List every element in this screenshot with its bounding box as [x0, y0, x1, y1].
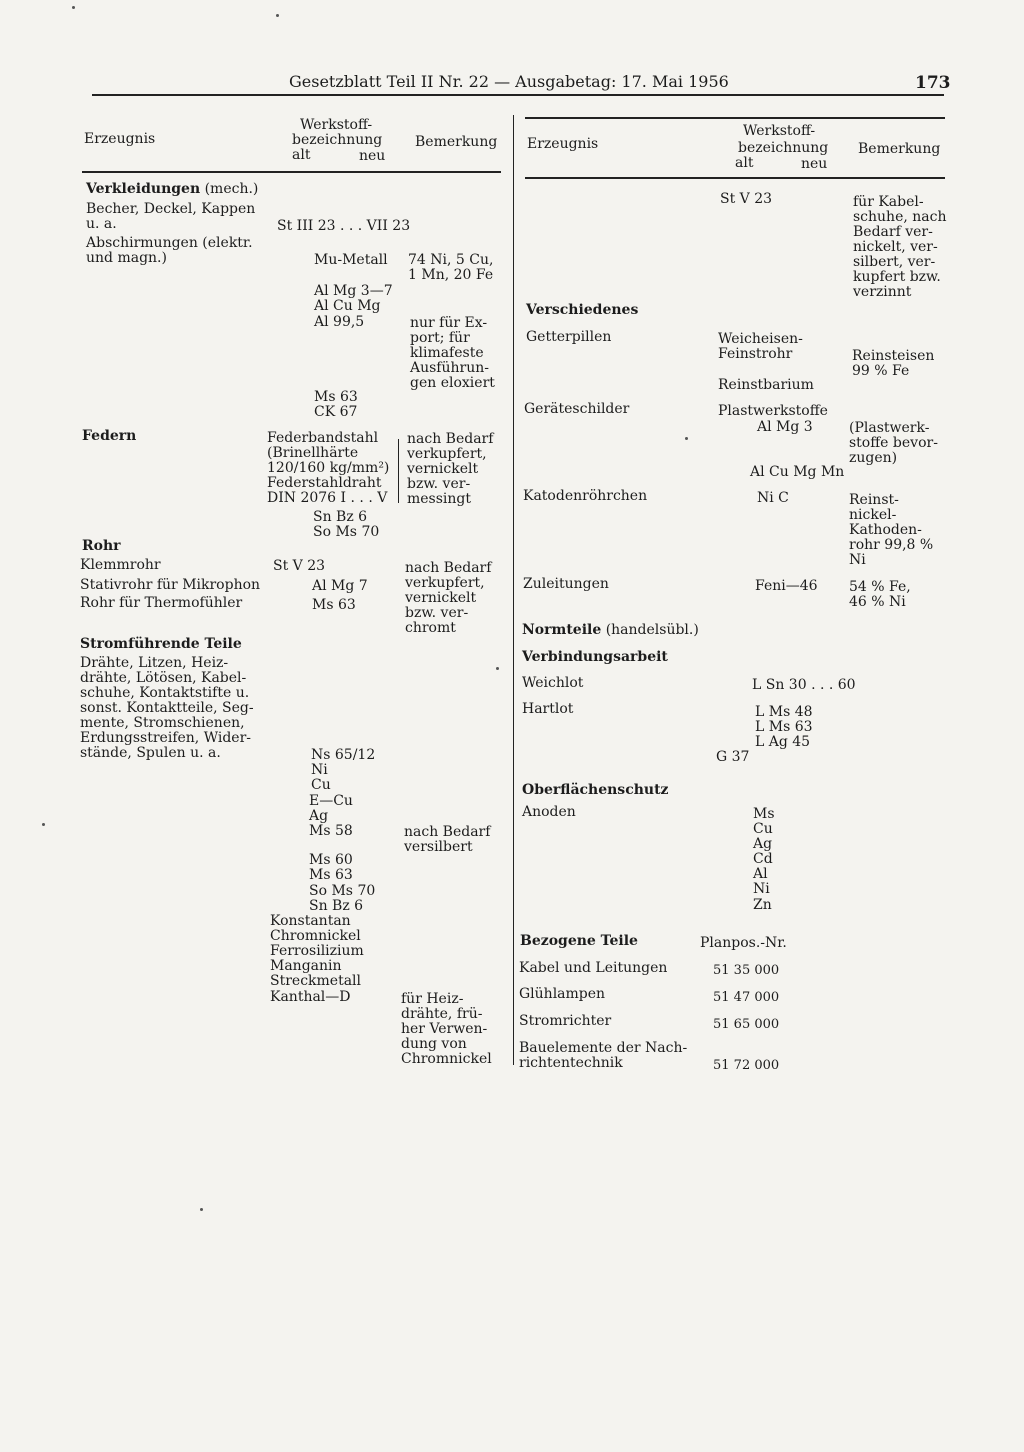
remark-export-4: gen eloxiert: [410, 375, 495, 391]
scan-speck: [42, 823, 45, 826]
feni-note-1: 46 % Ni: [849, 594, 906, 610]
bezogen-row-2-num: 51 65 000: [713, 1017, 780, 1032]
strom-neu-5: Ms 58: [309, 823, 353, 839]
anoden-neu-4: Al: [753, 866, 768, 882]
right-col-header-material-2: bezeichnung: [738, 140, 829, 156]
product-geraeteschilder: Geräteschilder: [524, 401, 630, 417]
material-reinstbarium: Reinstbarium: [718, 377, 814, 393]
scan-speck: [200, 1208, 203, 1211]
strom-neu2-2: So Ms 70: [309, 883, 376, 899]
strom-desc-2: schuhe, Kontaktstifte u.: [80, 685, 250, 701]
strom-desc-1: drähte, Lötösen, Kabel-: [80, 670, 247, 686]
strom-alt-3: Manganin: [270, 958, 342, 974]
strom-alt-2: Ferrosilizium: [270, 943, 364, 959]
feni-note-0: 54 % Fe,: [849, 579, 911, 595]
rohr-note-4: chromt: [405, 620, 456, 636]
column-divider: [513, 115, 514, 1065]
kabel-note-0: für Kabel-: [853, 194, 924, 210]
bauelemente-num: 51 72 000: [713, 1058, 780, 1073]
rohr-note-1: verkupfert,: [405, 575, 485, 591]
plast-note-2: zugen): [849, 450, 898, 466]
anoden-neu-3: Cd: [753, 851, 773, 867]
federn-note-2: vernickelt: [407, 461, 479, 477]
rohr-note-0: nach Bedarf: [405, 560, 492, 576]
left-col-header-remark: Bemerkung: [415, 134, 498, 150]
right-col-header-neu: neu: [801, 156, 828, 172]
strom-note2-3: dung von: [401, 1036, 467, 1052]
rohr-material-ms63: Ms 63: [312, 597, 356, 613]
federn-note-0: nach Bedarf: [407, 431, 494, 447]
federn-material-3: Federstahldraht: [267, 475, 382, 491]
anoden-neu-2: Ag: [753, 836, 773, 852]
section-verkleidungen-title: Verkleidungen: [86, 181, 201, 197]
material-weicheisen-0: Weicheisen-: [718, 331, 803, 347]
scan-speck: [685, 437, 688, 440]
left-col-header-product: Erzeugnis: [84, 131, 156, 147]
section-bezogene-teile: Bezogene Teile: [520, 933, 638, 949]
kabel-note-5: kupfert bzw.: [853, 269, 941, 285]
product-getterpillen: Getterpillen: [526, 329, 612, 345]
anoden-neu-1: Cu: [753, 821, 773, 837]
right-col-header-product: Erzeugnis: [527, 136, 599, 152]
federn-note-3: bzw. ver-: [407, 476, 471, 492]
federn-material-2: 120/160 kg/mm²): [267, 460, 390, 476]
section-verschiedenes: Verschiedenes: [526, 302, 639, 318]
bezogen-row-1-label: Glühlampen: [519, 986, 606, 1002]
bezogen-row-0-num: 51 35 000: [713, 963, 780, 978]
bauelemente-label-2: richtentechnik: [519, 1055, 623, 1071]
hartlot-neu-2: L Ag 45: [755, 734, 811, 750]
material-st-iii: St III 23 . . . VII 23: [277, 218, 411, 234]
strom-alt-5: Kanthal—D: [270, 989, 351, 1005]
strom-note2-2: her Verwen-: [401, 1021, 488, 1037]
federn-material-0: Federbandstahl: [267, 430, 379, 446]
strom-desc-0: Drähte, Litzen, Heiz-: [80, 655, 229, 671]
material-ck67: CK 67: [314, 404, 358, 420]
material-feni: Feni—46: [755, 578, 818, 594]
strom-neu-0: Ns 65/12: [311, 747, 376, 763]
product-hartlot: Hartlot: [522, 701, 574, 717]
left-col-header-alt: alt: [292, 147, 311, 163]
right-col-header-material-1: Werkstoff-: [743, 123, 816, 139]
strom-note2-0: für Heiz-: [401, 991, 464, 1007]
section-normteile: [522, 623, 699, 638]
product-zuleitungen: Zuleitungen: [523, 576, 609, 592]
left-col-header-neu: neu: [359, 148, 386, 164]
product-und-magn: und magn.): [86, 250, 167, 266]
material-soms70: So Ms 70: [313, 524, 380, 540]
federn-brace: [398, 439, 403, 503]
product-anoden: Anoden: [522, 804, 576, 820]
page-header-title: Gesetzblatt Teil II Nr. 22 — Ausgabetag: 17. Mai 1956: [289, 72, 729, 91]
katoden-note-1: nickel-: [849, 507, 897, 523]
material-nic: Ni C: [757, 490, 789, 506]
material-al995: Al 99,5: [314, 314, 365, 330]
hartlot-neu-0: L Ms 48: [755, 704, 813, 720]
strom-neu-4: Ag: [309, 808, 329, 824]
product-thermo: Rohr für Thermofühler: [80, 595, 243, 611]
strom-neu-3: E—Cu: [309, 793, 353, 809]
right-col-header-remark: Bemerkung: [858, 141, 941, 157]
federn-material-1: (Brinellhärte: [267, 445, 359, 461]
katoden-note-4: Ni: [849, 552, 866, 568]
section-verkleidungen: [86, 182, 258, 197]
product-becher: Becher, Deckel, Kappen: [86, 201, 256, 217]
scan-speck: [276, 14, 279, 17]
material-almg3: Al Mg 3: [757, 419, 813, 435]
material-ms63: Ms 63: [314, 389, 358, 405]
remark-export-1: port; für: [410, 330, 470, 346]
kabel-note-4: silbert, ver-: [853, 254, 936, 270]
remark-mn-fe: 1 Mn, 20 Fe: [408, 267, 494, 283]
katoden-note-3: rohr 99,8 %: [849, 537, 934, 553]
strom-neu-1: Ni: [311, 762, 328, 778]
strom-note1-0: nach Bedarf: [404, 824, 491, 840]
strom-desc-4: mente, Stromschienen,: [80, 715, 245, 731]
material-lsn: L Sn 30 . . . 60: [752, 677, 856, 693]
bezogen-row-1-num: 51 47 000: [713, 990, 780, 1005]
plast-note-1: stoffe bevor-: [849, 435, 938, 451]
strom-note2-4: Chromnickel: [401, 1051, 492, 1067]
section-rohr: Rohr: [82, 538, 121, 554]
remark-export-2: klimafeste: [410, 345, 484, 361]
plast-note-0: (Plastwerk-: [849, 420, 930, 436]
product-weichlot: Weichlot: [522, 675, 584, 691]
header-rule: [92, 94, 944, 96]
material-g37: G 37: [716, 749, 750, 765]
bauelemente-label-1: Bauelemente der Nach-: [519, 1040, 688, 1056]
strom-alt-1: Chromnickel: [270, 928, 361, 944]
section-normteile-suffix: (handelsübl.): [605, 622, 699, 638]
col-planpos: Planpos.-Nr.: [700, 935, 787, 951]
material-alcumg: Al Cu Mg: [314, 298, 381, 314]
kabel-note-2: Bedarf ver-: [853, 224, 933, 240]
product-stativrohr: Stativrohr für Mikrophon: [80, 577, 261, 593]
right-col-header-alt: alt: [735, 155, 754, 171]
remark-export-3: Ausführun-: [410, 360, 489, 376]
federn-note-1: verkupfert,: [407, 446, 487, 462]
material-alcumgmn: Al Cu Mg Mn: [750, 464, 845, 480]
scan-speck: [496, 667, 499, 670]
material-snbz6: Sn Bz 6: [313, 509, 368, 525]
strom-alt-4: Streckmetall: [270, 973, 362, 989]
section-oberflaechenschutz: Oberflächenschutz: [522, 782, 669, 798]
katoden-note-2: Kathoden-: [849, 522, 922, 538]
strom-desc-5: Erdungsstreifen, Wider-: [80, 730, 251, 746]
federn-material-4: DIN 2076 I . . . V: [267, 490, 388, 506]
strom-neu-2: Cu: [311, 777, 331, 793]
rohr-note-2: vernickelt: [405, 590, 477, 606]
remark-reinsteisen: Reinsteisen: [852, 348, 935, 364]
section-strom: Stromführende Teile: [80, 636, 242, 652]
strom-neu2-0: Ms 60: [309, 852, 353, 868]
strom-desc-3: sonst. Kontaktteile, Seg-: [80, 700, 254, 716]
material-mu-metall: Mu-Metall: [314, 252, 388, 268]
kabel-note-6: verzinnt: [853, 284, 912, 300]
section-verbindungsarbeit: Verbindungsarbeit: [522, 649, 668, 665]
strom-desc-6: stände, Spulen u. a.: [80, 745, 221, 761]
material-weicheisen-1: Feinstrohr: [718, 346, 793, 362]
anoden-neu-5: Ni: [753, 881, 770, 897]
bezogen-row-0-label: Kabel und Leitungen: [519, 960, 668, 976]
kabel-note-1: schuhe, nach: [853, 209, 947, 225]
anoden-neu-0: Ms: [753, 806, 775, 822]
right-header-rule: [525, 177, 945, 179]
left-col-header-material-2: bezeichnung: [292, 132, 383, 148]
right-material-stv23: St V 23: [720, 191, 773, 207]
material-plastwerkstoffe: Plastwerkstoffe: [718, 403, 828, 419]
rohr-note-3: bzw. ver-: [405, 605, 469, 621]
left-col-header-material-1: Werkstoff-: [300, 117, 373, 133]
strom-alt-0: Konstantan: [270, 913, 351, 929]
strom-neu2-1: Ms 63: [309, 867, 353, 883]
section-normteile-title: Normteile: [522, 622, 602, 638]
product-ua: u. a.: [86, 216, 117, 232]
strom-note1-1: versilbert: [404, 839, 473, 855]
section-verkleidungen-suffix: (mech.): [204, 181, 259, 197]
product-abschirmungen: Abschirmungen (elektr.: [86, 235, 253, 251]
strom-neu2-3: Sn Bz 6: [309, 898, 364, 914]
hartlot-neu-1: L Ms 63: [755, 719, 813, 735]
remark-fe99: 99 % Fe: [852, 363, 910, 379]
rohr-material-stv23: St V 23: [273, 558, 326, 574]
bezogen-row-2-label: Stromrichter: [519, 1013, 612, 1029]
product-katoden: Katodenröhrchen: [523, 488, 648, 504]
rohr-material-almg7: Al Mg 7: [312, 578, 368, 594]
section-federn: Federn: [82, 428, 137, 444]
scan-speck: [72, 6, 75, 9]
right-header-top-rule: [525, 117, 945, 119]
federn-note-4: messingt: [407, 491, 472, 507]
remark-ni-cu: 74 Ni, 5 Cu,: [408, 252, 494, 268]
remark-export-0: nur für Ex-: [410, 315, 488, 331]
left-header-rule: [82, 171, 501, 173]
katoden-note-0: Reinst-: [849, 492, 899, 508]
anoden-neu-6: Zn: [753, 897, 772, 913]
kabel-note-3: nickelt, ver-: [853, 239, 938, 255]
material-almg37: Al Mg 3—7: [314, 283, 393, 299]
page-number: 173: [915, 73, 951, 93]
product-klemmrohr: Klemmrohr: [80, 557, 161, 573]
strom-note2-1: drähte, frü-: [401, 1006, 483, 1022]
